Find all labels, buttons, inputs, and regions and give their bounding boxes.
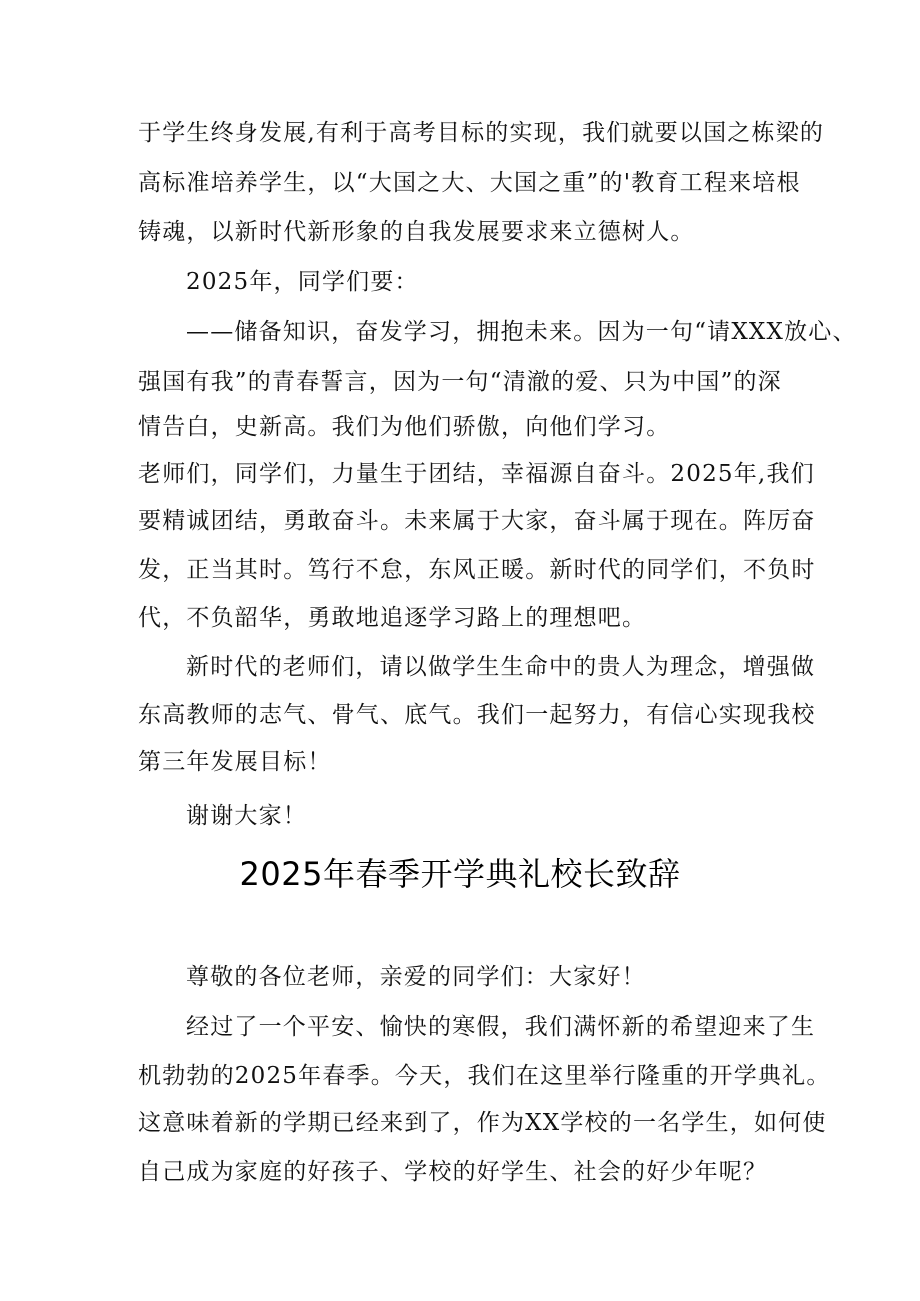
text-line: 老师们，同学们，力量生于团结，幸福源自奋斗。2025年,我们 xyxy=(138,461,815,487)
text-line: 高标准培养学生，以“大国之大、大国之重”的'教育工程来培根 xyxy=(138,170,801,196)
text-line: 机勃勃的2025年春季。今天，我们在这里举行隆重的开学典礼。 xyxy=(138,1063,831,1089)
text-line: 新时代的老师们，请以做学生生命中的贵人为理念，增强做 xyxy=(186,654,816,680)
text-line: 要精诚团结，勇敢奋斗。未来属于大家，奋斗属于现在。阵厉奋 xyxy=(138,508,816,534)
text-line: 2025年，同学们要： xyxy=(186,269,419,295)
text-line: 经过了一个平安、愉快的寒假，我们满怀新的希望迎来了生 xyxy=(186,1014,816,1040)
text-line: 代，不负韶华，勇敢地追逐学习路上的理想吧。 xyxy=(138,605,647,631)
text-line: 自己成为家庭的好孩子、学校的好学生、社会的好少年呢？ xyxy=(138,1159,768,1185)
text-line: 铸魂，以新时代新形象的自我发展要求来立德树人。 xyxy=(138,219,695,245)
text-line: 东高教师的志气、骨气、底气。我们一起努力，有信心实现我校 xyxy=(138,702,816,728)
text-line: ——储备知识，奋发学习，拥抱未来。因为一句“请XXX放心、 xyxy=(186,319,857,345)
text-line: 第三年发展目标！ xyxy=(138,749,332,775)
text-line: 这意味着新的学期已经来到了，作为XX学校的一名学生，如何使 xyxy=(138,1110,827,1136)
text-line: 情告白，史新高。我们为他们骄傲，向他们学习。 xyxy=(138,414,671,440)
text-line: 强国有我”的青春誓言，因为一句“清澈的爱、只为中国”的深 xyxy=(138,369,782,395)
text-line: 发，正当其时。笃行不怠，东风正暖。新时代的同学们，不负时 xyxy=(138,557,816,583)
page-title: 2025年春季开学典礼校长致辞 xyxy=(239,855,681,893)
text-line: 尊敬的各位老师，亲爱的同学们：大家好！ xyxy=(186,964,646,990)
text-line: 谢谢大家！ xyxy=(186,803,307,829)
text-line: 于学生终身发展,有利于高考目标的实现，我们就要以国之栋梁的 xyxy=(138,120,825,146)
